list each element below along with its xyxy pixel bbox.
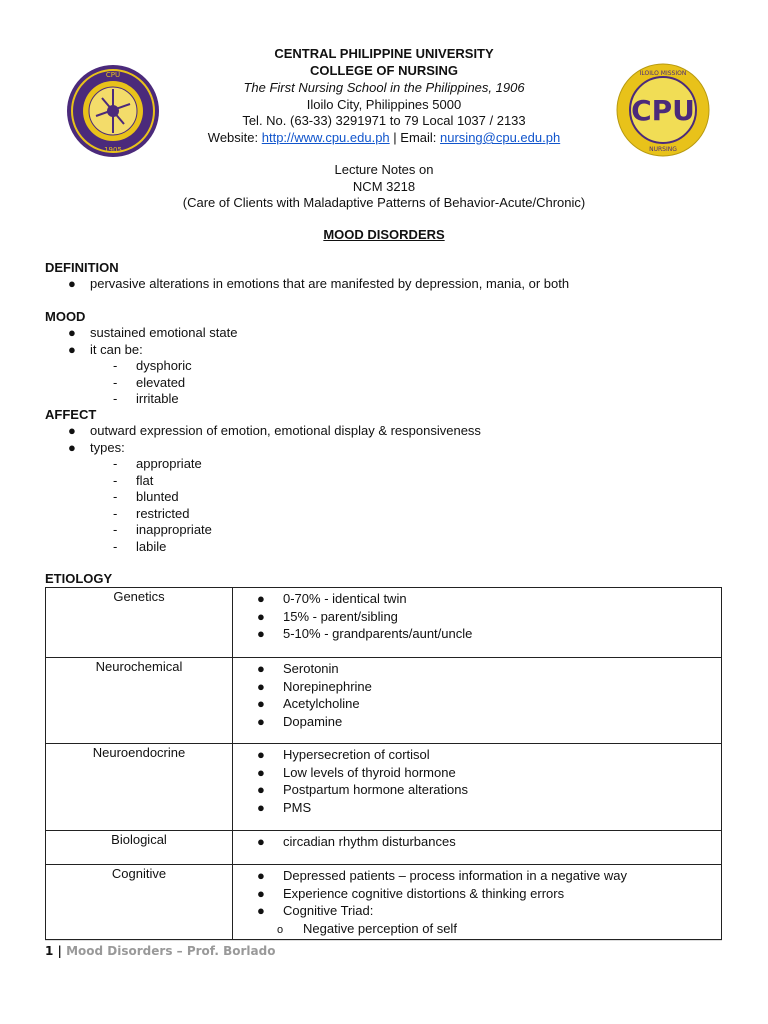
- page-footer: [45, 944, 275, 958]
- etiology-table: [45, 587, 722, 940]
- table-row: [46, 658, 722, 744]
- website-link[interactable]: http://www.cpu.edu.ph: [261, 130, 390, 145]
- table-cell-items: [233, 865, 722, 940]
- contact-line: [0, 130, 768, 146]
- table-cell-items: [233, 658, 722, 744]
- svg-text:CPU: CPU: [631, 94, 695, 127]
- telephone: Tel. No. (63-33) 3291971 to 79 Local 1037 / 2133: [242, 113, 526, 128]
- list-item: ● Cognitive Triad:: [257, 903, 374, 918]
- course-title: (Care of Clients with Maladaptive Patterns of Behavior-Acute/Chronic): [182, 195, 586, 210]
- college-name: COLLEGE OF NURSING: [309, 63, 459, 78]
- sub-list-item: - labile: [113, 539, 167, 554]
- table-cell-items: [233, 588, 722, 658]
- list-item: ● Postpartum hormone alterations: [257, 782, 468, 797]
- lecture-notes-label: Lecture Notes on: [334, 162, 434, 177]
- sub-list-item: - restricted: [113, 506, 190, 521]
- university-name: CENTRAL PHILIPPINE UNIVERSITY: [274, 46, 494, 61]
- sub-list-item: - appropriate: [113, 456, 202, 471]
- list-item: ● pervasive alterations in emotions that are manifested by depression, mania, or both: [68, 276, 570, 291]
- website-label: Website:: [207, 130, 262, 145]
- list-item: ● 5-10% - grandparents/aunt/uncle: [257, 626, 473, 641]
- footer-separator: |: [53, 944, 67, 958]
- footer-text: Mood Disorders – Prof. Borlado: [66, 944, 276, 958]
- affect-heading: AFFECT: [45, 407, 97, 422]
- list-item: ● Depressed patients – process information in a negative way: [257, 868, 627, 883]
- list-item: ● PMS: [257, 799, 312, 815]
- definition-heading: DEFINITION: [45, 260, 119, 275]
- list-item: ● 0-70% - identical twin: [257, 591, 407, 606]
- list-item: ● circadian rhythm disturbances: [257, 834, 456, 849]
- sub-list-item: - flat: [113, 473, 154, 488]
- sub-list-item: - elevated: [113, 375, 186, 390]
- list-item: ● sustained emotional state: [68, 325, 238, 340]
- list-item: ● 15% - parent/sibling: [257, 608, 398, 624]
- table-row: [46, 588, 722, 658]
- mood-heading: MOOD: [45, 309, 86, 324]
- list-item: ● Dopamine: [257, 713, 343, 729]
- list-item: ● types:: [68, 440, 125, 455]
- sub-list-item: - blunted: [113, 489, 179, 504]
- course-code: NCM 3218: [352, 179, 416, 194]
- email-link[interactable]: nursing@cpu.edu.ph: [440, 130, 561, 145]
- list-item: ● Serotonin: [257, 661, 339, 676]
- list-item: ● Low levels of thyroid hormone: [257, 764, 456, 780]
- list-item: ● it can be:: [68, 342, 143, 357]
- footer-divider: [45, 940, 722, 941]
- city-address: Iloilo City, Philippines 5000: [306, 97, 462, 112]
- sub-list-item: - inappropriate: [113, 522, 212, 537]
- svg-text:NURSING: NURSING: [649, 146, 677, 153]
- email-label: | Email:: [389, 130, 441, 145]
- svg-text:ILOILO MISSION: ILOILO MISSION: [639, 70, 687, 77]
- document-title: MOOD DISORDERS: [323, 227, 445, 242]
- list-item: ● outward expression of emotion, emotional display & responsiveness: [68, 423, 481, 438]
- svg-text:1905: 1905: [104, 146, 122, 154]
- table-cell-category: Genetics: [46, 588, 233, 658]
- svg-text:CPU: CPU: [105, 71, 121, 79]
- sub-list-item: - dysphoric: [113, 358, 192, 373]
- list-item: ● Acetylcholine: [257, 696, 360, 711]
- table-cell-items: [233, 831, 722, 865]
- etiology-heading: ETIOLOGY: [45, 571, 113, 586]
- table-cell-category: Cognitive: [46, 865, 233, 940]
- tagline: The First Nursing School in the Philippines, 1906: [243, 80, 525, 95]
- sub-list-item: o Negative perception of self: [277, 920, 457, 936]
- page-number: 1: [45, 944, 54, 958]
- table-cell-category: Biological: [46, 831, 233, 865]
- table-row: [46, 744, 722, 831]
- table-row: [46, 865, 722, 940]
- list-item: ● Hypersecretion of cortisol: [257, 747, 430, 762]
- table-row: [46, 831, 722, 865]
- table-cell-category: Neuroendocrine: [46, 744, 233, 831]
- list-item: ● Norepinephrine: [257, 678, 372, 694]
- table-cell-category: Neurochemical: [46, 658, 233, 744]
- list-item: ● Experience cognitive distortions & thinking errors: [257, 885, 565, 901]
- sub-list-item: - irritable: [113, 391, 179, 406]
- table-cell-items: [233, 744, 722, 831]
